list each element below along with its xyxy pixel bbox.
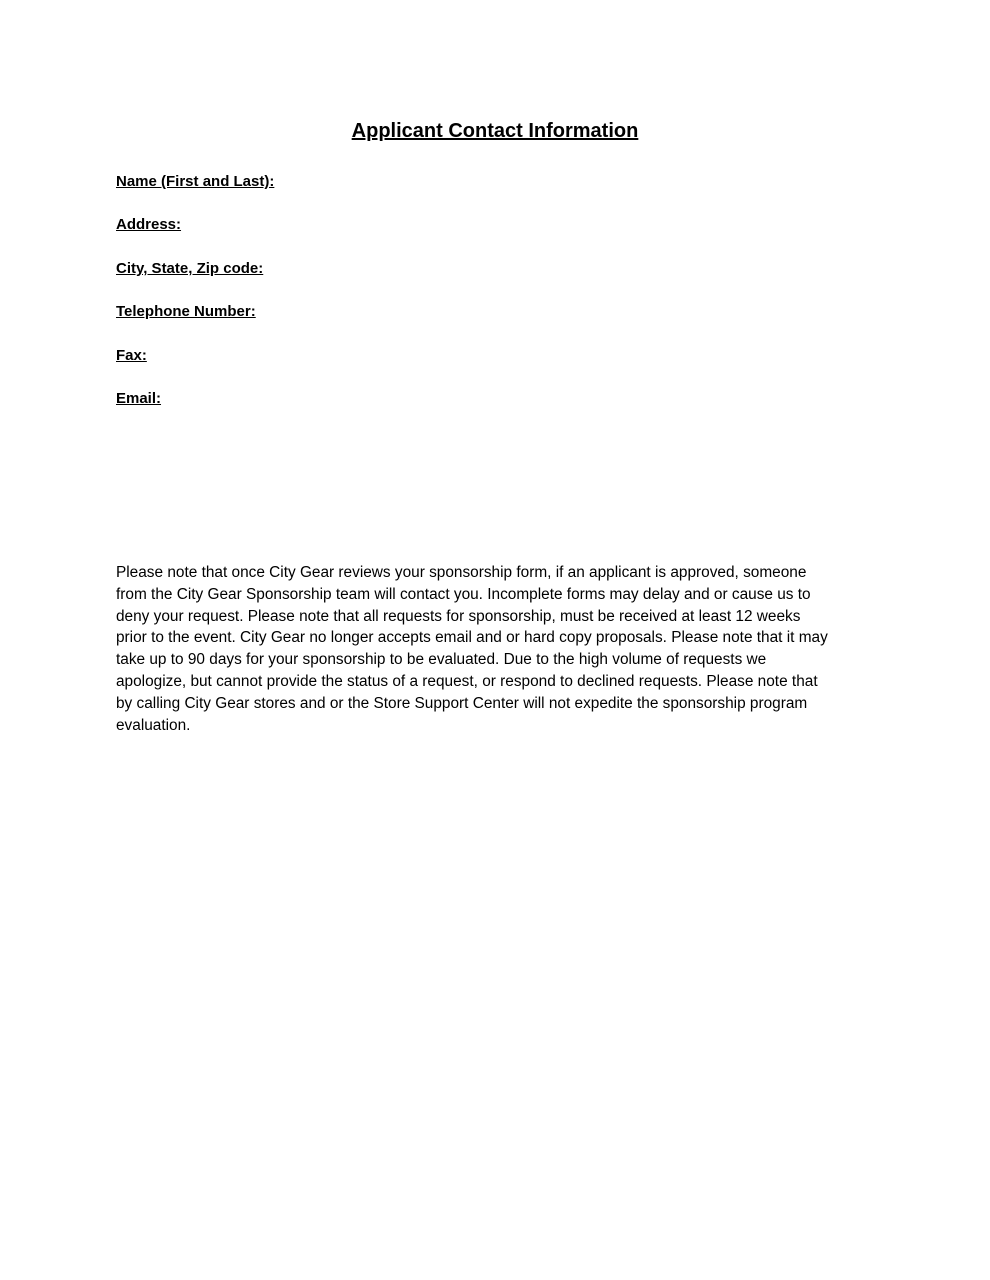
email-field-label: Email:	[116, 389, 162, 407]
fax-field-label: Fax:	[116, 346, 147, 364]
city-state-zip-field-label: City, State, Zip code:	[116, 259, 264, 277]
address-field-label: Address:	[116, 216, 182, 234]
page-title: Applicant Contact Information	[351, 120, 639, 142]
name-field-label: Name (First and Last):	[116, 173, 275, 190]
sponsorship-notice-paragraph: Please note that once City Gear reviews your sponsorship form, if an applicant is approved, someone from the City Gear Sponsorship team will contact you. Incomplete forms may delay and or cause us to deny your request. Please note that all requests for sponsorship, must be received at least 12 weeks prior to the event. City Gear no longer accepts email and or hard copy proposals. Please note that it may take up to 90 days for your sponsorship to be evaluated. Due to the high volume of requests we apologize, but cannot provide the status of a request, or respond to declined requests. Please note that by calling City Gear stores and or the Store Support Center will not expedite the sponsorship program evaluation.	[116, 564, 828, 734]
telephone-field-label: Telephone Number:	[116, 303, 256, 321]
contact-field-list	[116, 171, 876, 431]
